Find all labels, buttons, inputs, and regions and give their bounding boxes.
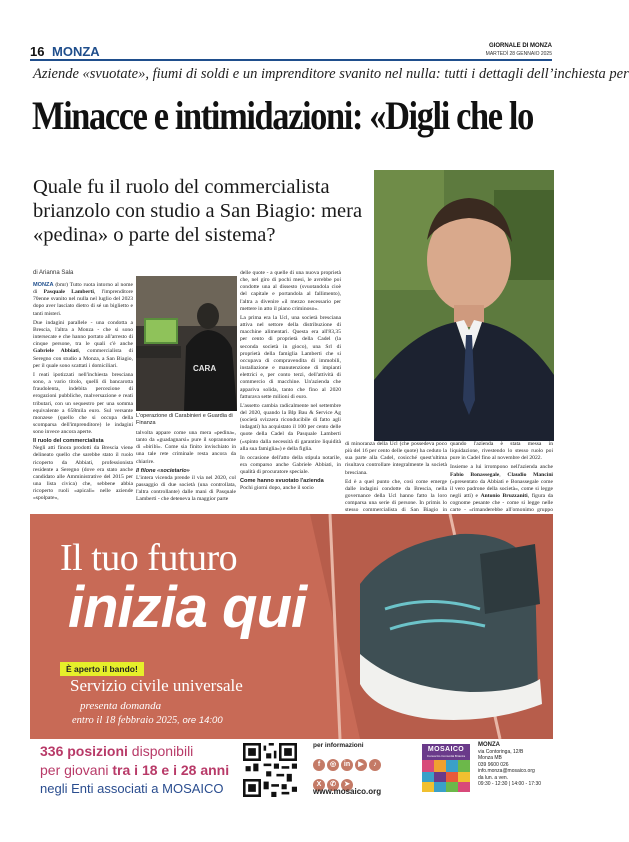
opening-hours: 09:30 - 12:30 | 14:00 - 17:30 [478,781,542,787]
person-name: Antonio Bruzzaniti [480,493,528,500]
paragraph: La prima era la Ucl, una società bresciana attiva nel settore della distribuzione di macchine alimentari. Questa era all'83,35 per cento di proprietà della Cadel (la seconda società in gioco), una Srl di proprietà della famiglia Lamberti che si occupava di compravendita di immobili, installazione e manutenzione di impianti elettrici e, per conto terzi, dell'attività di commercio di macchine. Un'azienda che appariva solida, tanto che fino al 2020 fatturava sette milioni di euro. [240,314,341,400]
paragraph: L'intera vicenda prende il via nel 2020, col passaggio di due società (una controllata, l'altra controllante) dalle mani di Pasquale Lamberti - che deteneva la maggior parte [136,474,236,503]
paragraph: Ed è a quel punto che, così come emerge dalle indagini condotte da Brescia, nella governance della Ucl hanno fatto la loro comparsa una serie di persone. In primis lo stesso commercialista di San Biagio in [345,478,447,514]
carabinieri-photo [136,276,237,411]
address-town: Monza MB [478,755,502,761]
paragraph-text: , figura da cognome pesante che - come si legge nelle carte - «rimanderebbe all'omonimo gruppo [450,493,553,514]
info-heading: per informazioni [313,742,364,749]
whatsapp-icon[interactable]: ✆ [327,779,339,791]
article-column-1 [33,282,133,512]
paragraph-text: , [499,471,508,478]
paragraph: Negli atti finora prodotti da Brescia viene delineato quello che sarebbe stato il ruolo ricoperto da Abbiati, professionista residente a Seregno (dove era stato anche candidato alle Amministrative del 2015 per una lista civica) che, sebbene abbia ricoperto ruoli «apicali» nelle aziende «spolpate», [33,445,133,502]
ad-title-line-1: Il tuo futuro [60,537,238,579]
ad-title-line-2: inizia qui [68,575,307,640]
article-column-4 [345,441,447,512]
article-subhead: Quale fu il ruolo del commercialista brianzolo con studio a San Biagio: mera «pedina» o parte del sistema? [33,176,363,246]
tiktok-icon[interactable]: ♪ [369,759,381,771]
deadline-date: entro il 18 febbraio 2025 [72,715,178,726]
section-heading: Come hanno svuotato l'azienda [240,478,324,485]
servizio-civile-ad [30,514,553,739]
person-name: Gabriele Abbiati [33,348,79,355]
article-column-5 [450,441,553,512]
dateline: MONZA [33,282,54,288]
age-range [40,762,229,778]
ad-service-name: Servizio civile universale [70,676,243,695]
paragraph: di minoranza della Ucl (che possedeva poco più del 16 per cento delle quote) ha ceduto la sua parte alla Cadel, cosicché quest'ultima risultava controllare integralmente la società bresciana. [345,441,447,476]
section-heading: Il ruolo del commercialista [33,438,104,445]
youtube-icon[interactable]: ▶ [355,759,367,771]
article-column-3 [240,270,341,512]
x-icon[interactable]: X [313,779,325,791]
page-header [30,43,552,61]
paragraph: L'assetto cambia radicalmente nel settembre del 2020, quando la Blp Bau & Service Ag (società svizzera riconducibile di fatto agli indagati) ha acquistato il 100 per cento delle quote della Cadel da Pasquale Lamberti («spinto dalla necessità di garantire liquidità alla sua famiglia») e della figlia. [240,402,341,452]
telegram-icon[interactable]: ➤ [341,779,353,791]
ad-present-text: presenta domanda [80,700,162,712]
person-name: Pasquale Lamberti [43,289,94,296]
positions-count [40,743,193,759]
ad-announcement-band: È aperto il bando! [60,662,144,676]
opening-days: da lun. a ven. [478,774,509,781]
newspaper-name: GIORNALE DI MONZA [489,43,552,49]
paragraph: quando l'azienda è stata messa in liquidazione, rivestendo lo stesso ruolo poi pure in Cadel fino al novembre del 2022. [450,441,553,462]
paragraph-text: («presentato da Abbiati e Bonassegale come il vero padrone della società», come si legge negli atti) e [450,478,553,500]
qr-code[interactable] [243,743,297,797]
page-number: 16 [30,44,45,59]
positions-text: disponibili [127,743,194,759]
logo-subtitle: Consorzio Comunità Brianza [426,754,466,758]
email-address[interactable]: info.monza@mosaico.org [478,768,535,774]
section-name: MONZA [52,44,100,59]
contact-address [478,742,541,788]
phone-number[interactable]: 039 9600 026 [478,761,509,768]
age-values: tra i 18 e i 28 anni [112,762,230,778]
article-column-2 [136,430,236,512]
byline: di Arianna Sala [33,270,74,276]
paragraph-text: , commercialista di Seregno con studio a Monza, a San Biagio, per il quale sono scattati i domiciliari. [33,348,133,369]
paragraph: Pochi giorni dopo, anche il socio [240,485,314,492]
address-city: MONZA [478,742,500,748]
associated-entities: negli Enti associati a MOSAICO [40,781,224,796]
lead-text: Tutto ruota intorno al nome di [33,282,133,296]
paragraph: delle quote - a quelle di una nuova proprietà che, nel giro di pochi mesi, le avrebbe poi condotte una al dissesto (svuotandola cioè del capitale e portandola al fallimento), l'altra a divenire «il mezzo necessario per mettere in atto il piano criminoso». [240,270,341,312]
deadline-time: , ore 14:00 [177,715,223,726]
lead-text: , l'imprenditore 70enne svanito nel nulla nel luglio del 2023 dopo aver lasciato dietro di sé un biglietto e tanti misteri. [33,289,133,317]
linkedin-icon[interactable]: in [341,759,353,771]
paragraph-text: Due indagini parallele - una condotta a Brescia, l'altra a Monza - che si sono intersecate e che hanno portato all'arresto di cinque persone, tra le quali c'è anche [33,319,133,348]
facebook-icon[interactable]: f [313,759,325,771]
article-kicker: Aziende «svuotate», fiumi di soldi e un imprenditore svanito nel nulla: tutti i dettagli dell’inchiesta per [33,66,629,82]
photo-caption: L'operazione di Carabinieri e Guardia di Finanza [136,413,233,426]
issue-date: MARTEDÌ 28 GENNAIO 2025 [485,51,552,57]
website-link[interactable]: www.mosaico.org [313,787,382,796]
paragraph: In occasione dell'atto della stipula notarile, era comparso anche Gabriele Abbiati, in qualità di procuratore speciale. [240,454,341,476]
logo-name: MOSAICO [427,746,465,753]
section-heading: Il filone «societario» [136,467,190,474]
article-headline: Minacce e intimidazioni: «Digli che lo [32,93,533,138]
positions-number: 336 posizioni [40,743,128,759]
portrait-photo [374,170,554,441]
paragraph: talvolta appare come una mera «pedina», tanto da «guadagnarsi» pure il soprannome di «biribì». Come sia finito invischiato in una tale rete criminale resta ancora da chiarire. [136,430,236,465]
person-name: Fabio Bonassegale [450,471,500,478]
ad-deadline [72,715,223,726]
paragraph: I reati ipotizzati nell'inchiesta bresciana sono, a vario titolo, quelli di bancarotta fraudolenta, indebita percezione di erogazioni pubbliche, malversazione e reati tributari, con un sequestro per una somma equivalente a 658mila euro. Sul versante monzese (quello che si occupa della scomparsa dell'imprenditore) le indagini sono invece ancora aperte. [33,371,133,436]
paragraph-text: Insieme a lui irrompono nell'azienda anche [450,464,553,471]
address-street: via Contoringa, 12/B [478,748,524,755]
ad-info-band [30,740,553,800]
instagram-icon[interactable]: ◎ [327,759,339,771]
dateline-time: (bmr) [55,282,69,288]
age-text: per giovani [40,762,113,778]
svg-text:CARA: CARA [193,364,217,373]
person-name: Claudio Mancini [507,471,553,478]
